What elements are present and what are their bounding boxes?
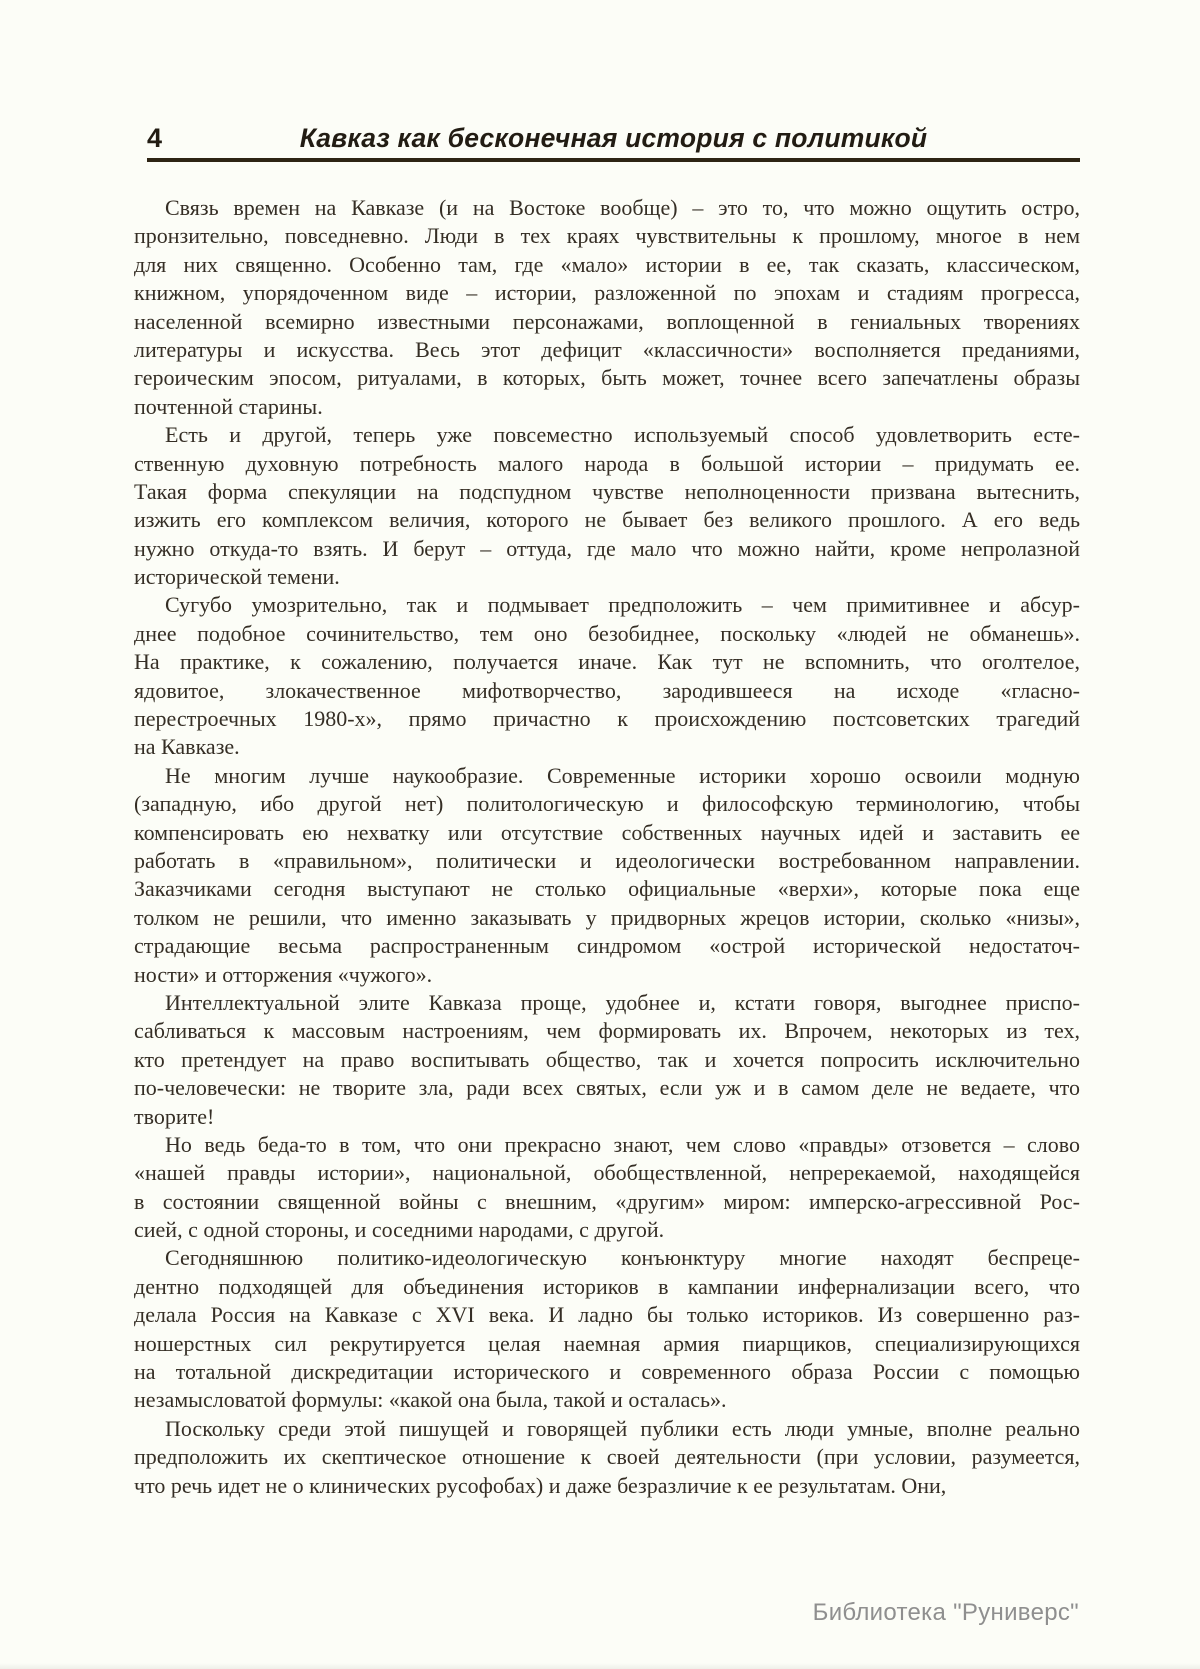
paragraph bbox=[134, 591, 1080, 761]
text-line: на тотальной дискредитации исторического и современного образа России с помощью bbox=[134, 1359, 1080, 1385]
text-line: в состоянии священной войны с внешним, «другим» миром: имперско-агрессивной Рос- bbox=[134, 1188, 1080, 1214]
text-line: кто претендует на право воспитывать общество, так и хочется попросить исключительно bbox=[134, 1046, 1080, 1072]
paragraph bbox=[134, 989, 1080, 1131]
text-line: литературы и искусства. Весь этот дефицит «классичности» восполняется преданиями, bbox=[134, 336, 1080, 362]
text-line: ности» и отторжения «чужого». bbox=[134, 961, 433, 987]
text-line: для них священно. Особенно там, где «мало» истории в ее, так сказать, классическом, bbox=[134, 251, 1080, 277]
paragraph bbox=[134, 1131, 1080, 1245]
text-line: на Кавказе. bbox=[134, 734, 240, 760]
text-line: На практике, к сожалению, получается иначе. Как тут не вспомнить, что оголтелое, bbox=[134, 649, 1080, 675]
text-line: незамысловатой формулы: «какой она была, такой и осталась». bbox=[134, 1387, 727, 1413]
text-line: книжном, упорядоченном виде – истории, разложенной по эпохам и стадиям прогресса, bbox=[134, 280, 1080, 306]
text-line: «нашей правды истории», национальной, обобществленной, непререкаемой, находящейся bbox=[134, 1160, 1080, 1186]
text-line: Но ведь беда-то в том, что они прекрасно знают, чем слово «правды» отзовется – слово bbox=[165, 1131, 1080, 1157]
text-line: творите! bbox=[134, 1103, 215, 1129]
paragraph bbox=[134, 762, 1080, 989]
text-line: пронзительно, повседневно. Люди в тех краях чувствительны к прошлому, многое в нем bbox=[134, 223, 1080, 249]
text-line: толком не решили, что именно заказывать у придворных жрецов истории, сколько «низы», bbox=[134, 904, 1080, 930]
page-header bbox=[147, 122, 1080, 156]
text-line: предположить их скептическое отношение к своей деятельности (при условии, разумеется, bbox=[134, 1444, 1080, 1470]
running-title: Кавказ как бесконечная история с политикой bbox=[299, 123, 928, 153]
text-line: перестроечных 1980-х», прямо причастно к происхождению постсоветских трагедий bbox=[134, 706, 1080, 732]
text-line: Сугубо умозрительно, так и подмывает предположить – чем примитивнее и абсур- bbox=[165, 592, 1080, 618]
text-line: по-человечески: не творите зла, ради всех святых, если уж и в самом деле не ведаете, что bbox=[134, 1075, 1080, 1101]
text-line: исторической темени. bbox=[134, 564, 340, 590]
page-number: 4 bbox=[147, 123, 163, 153]
text-line: ственную духовную потребность малого народа в большой истории – придумать ее. bbox=[134, 450, 1080, 476]
library-watermark: Библиотека "Руниверс" bbox=[812, 1599, 1079, 1626]
text-line: Интеллектуальной элите Кавказа проще, удобнее и, кстати говоря, выгоднее приспо- bbox=[165, 989, 1080, 1015]
header-rule bbox=[147, 158, 1080, 162]
text-line: днее подобное сочинительство, тем оно безобиднее, поскольку «людей не обманешь». bbox=[134, 620, 1080, 646]
text-line: Сегодняшнюю политико-идеологическую конъюнктуру многие находят беспреце- bbox=[165, 1245, 1080, 1271]
paragraph bbox=[134, 1244, 1080, 1414]
text-line: работать в «правильном», политически и идеологически востребованном направлении. bbox=[134, 847, 1080, 873]
text-line: героическим эпосом, ритуалами, в которых, быть может, точнее всего запечатлены образы bbox=[134, 365, 1080, 391]
paragraph bbox=[134, 1415, 1080, 1500]
text-line: Связь времен на Кавказе (и на Востоке вообще) – это то, что можно ощутить остро, bbox=[165, 195, 1080, 220]
text-line: сией, с одной стороны, и соседними народами, с другой. bbox=[134, 1217, 665, 1243]
text-line: населенной всемирно известными персонажами, воплощенной в гениальных творениях bbox=[134, 308, 1080, 334]
paragraph bbox=[134, 421, 1080, 591]
text-line: почтенной старины. bbox=[134, 393, 323, 419]
text-line: Заказчиками сегодня выступают не столько официальные «верхи», которые пока еще bbox=[134, 876, 1080, 902]
text-line: Поскольку среди этой пишущей и говорящей публики есть люди умные, вполне реально bbox=[165, 1415, 1080, 1441]
text-line: ношерстных сил рекрутируется целая наемная армия пиарщиков, специализирующихся bbox=[134, 1330, 1080, 1356]
text-line: (западную, ибо другой нет) политологическую и философскую терминологию, чтобы bbox=[134, 791, 1080, 817]
text-line: сабливаться к массовым настроениям, чем формировать их. Впрочем, некоторых из тех, bbox=[134, 1018, 1080, 1044]
text-line: делала Россия на Кавказе с XVI века. И ладно бы только историков. Из совершенно раз- bbox=[134, 1302, 1080, 1328]
text-line: Не многим лучше наукообразие. Современные историки хорошо освоили модную bbox=[165, 762, 1080, 788]
text-line: страдающие весьма распространенным синдромом «острой исторической недостаточ- bbox=[134, 933, 1080, 959]
text-line: Такая форма спекуляции на подспудном чувстве неполноценности призвана вытеснить, bbox=[134, 478, 1080, 504]
paragraph bbox=[134, 194, 1080, 421]
text-line: изжить его комплексом величия, которого не бывает без великого прошлого. А его ведь bbox=[134, 507, 1080, 533]
text-line: ядовитое, злокачественное мифотворчество, зародившееся на исходе «гласно- bbox=[134, 677, 1080, 703]
text-line: компенсировать ею нехватку или отсутствие собственных научных идей и заставить ее bbox=[134, 819, 1080, 845]
text-line: что речь идет не о клинических русофобах) и даже безразличие к ее результатам. Они, bbox=[134, 1472, 947, 1498]
text-line: нужно откуда-то взять. И берут – оттуда, где мало что можно найти, кроме непролазной bbox=[134, 535, 1080, 561]
text-line: Есть и другой, теперь уже повсеместно используемый способ удовлетворить есте- bbox=[165, 422, 1080, 448]
text-block bbox=[134, 194, 1080, 1500]
text-line: дентно подходящей для объединения историков в кампании инфернализации всего, что bbox=[134, 1273, 1080, 1299]
